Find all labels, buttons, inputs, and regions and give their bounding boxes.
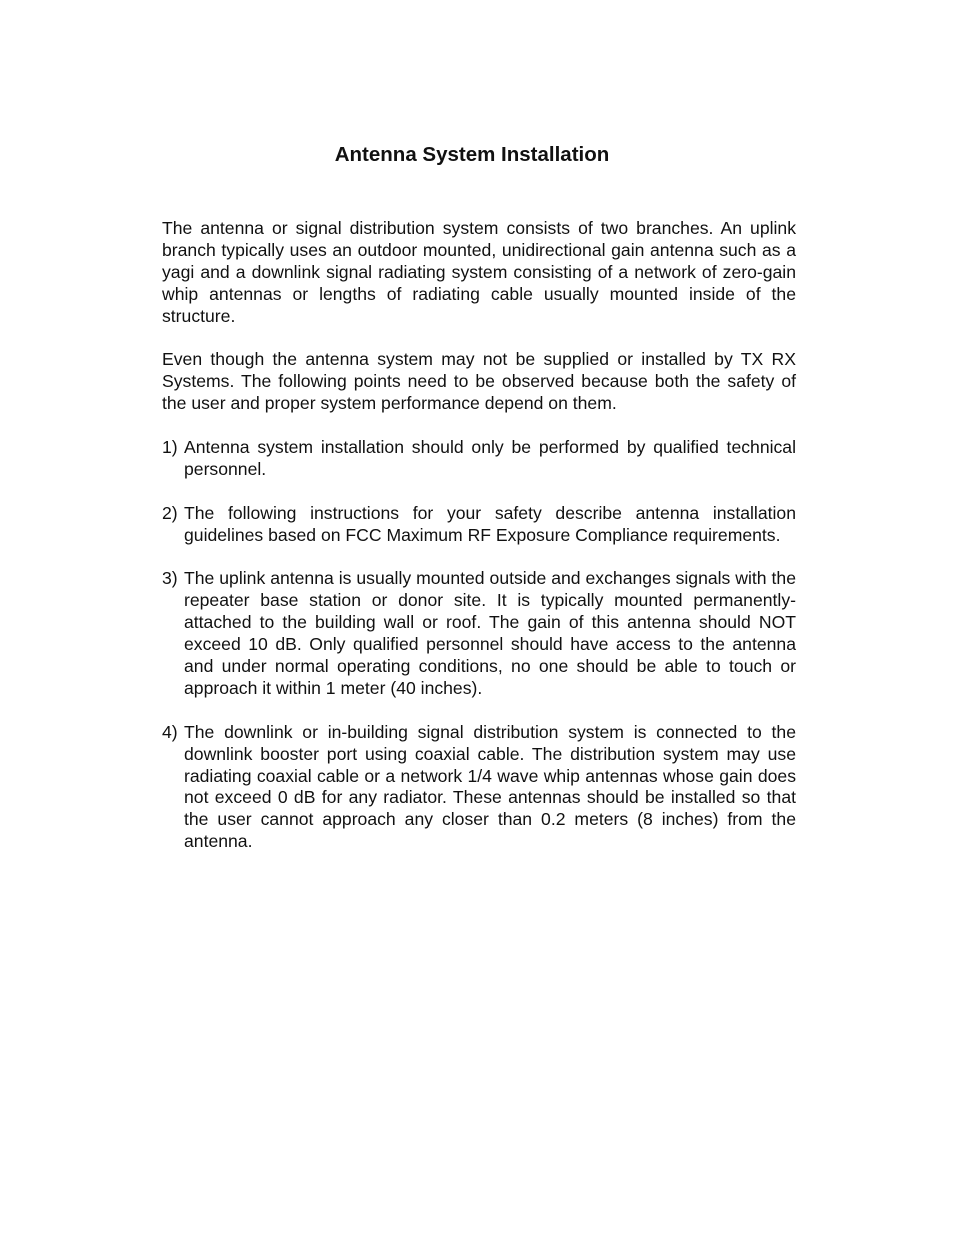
list-item-text: The uplink antenna is usually mounted outside and exchanges signals with the repeater base station or donor site. It is typically mounted permanently-attached to the building wall or roof. The gain of this antenna should NOT exceed 10 dB. Only qualified personnel should have access to the antenna and under normal operating conditions, no one should be able to touch or approach it within 1 meter (40 inches). xyxy=(184,568,796,698)
list-item xyxy=(162,568,796,699)
list-item-number: 4) xyxy=(162,721,178,742)
list-item-number: 1) xyxy=(162,437,178,458)
list-item xyxy=(162,437,796,481)
installation-guidelines-list xyxy=(162,437,796,853)
list-item-number: 3) xyxy=(162,568,178,589)
list-item-text: The downlink or in-building signal distribution system is connected to the downlink booster port using coaxial cable. The distribution system may use radiating coaxial cable or a network 1/4 wave whip antennas whose gain does not exceed 0 dB for any radiator. These antennas should be installed so that the user cannot approach any closer than 0.2 meters (8 inches) from the antenna. xyxy=(184,721,796,852)
list-item-text: Antenna system installation should only be performed by qualified technical personnel. xyxy=(184,437,796,479)
document-body xyxy=(162,218,796,875)
list-item xyxy=(162,722,796,853)
list-item xyxy=(162,503,796,547)
notice-paragraph: Even though the antenna system may not be supplied or installed by TX RX Systems. The following points need to be observed because both the safety of the user and proper system performance depend on them. xyxy=(162,349,796,414)
page-title: Antenna System Installation xyxy=(334,143,610,166)
intro-paragraph: The antenna or signal distribution system consists of two branches. An uplink branch typically uses an outdoor mounted, unidirectional gain antenna such as a yagi and a downlink signal radiating system consisting of a network of zero-gain whip antennas or lengths of radiating cable usually mounted inside of the structure. xyxy=(162,218,796,326)
list-item-number: 2) xyxy=(162,502,178,523)
list-item-text: The following instructions for your safety describe antenna installation guidelines based on FCC Maximum RF Exposure Compliance requirements. xyxy=(184,502,796,545)
